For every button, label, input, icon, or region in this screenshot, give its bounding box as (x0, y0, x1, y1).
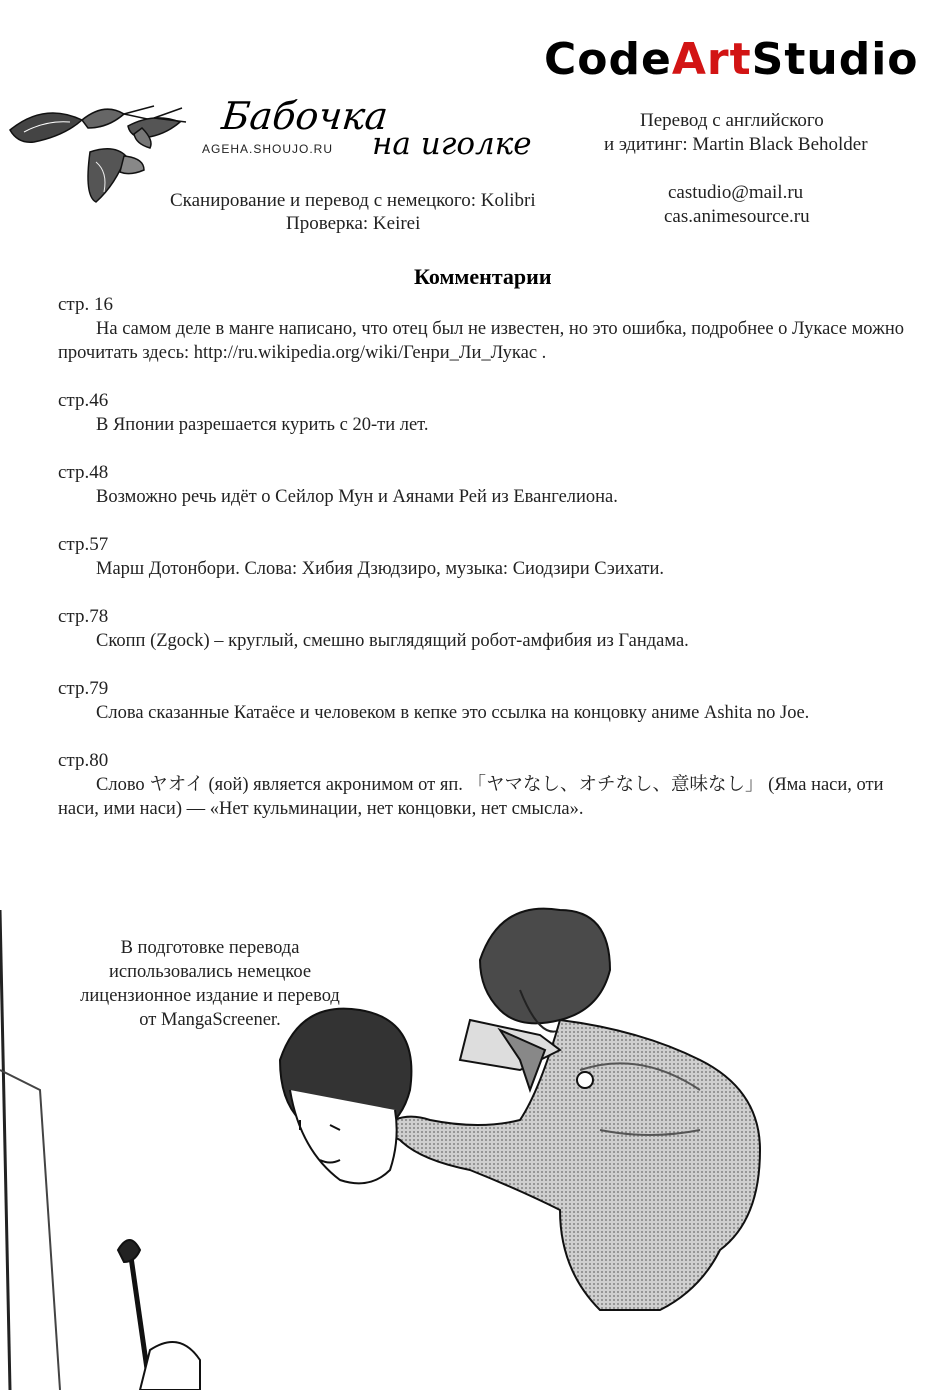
comment-page-label: стр.48 (58, 462, 109, 483)
comment-text: Марш Дотонбори. Слова: Хибия Дзюдзиро, музыка: Сиодзири Сэихати. (96, 559, 665, 579)
scan-credit-line2: Проверка: Keirei (286, 213, 421, 234)
comment-text: В Японии разрешается курить с 20-ти лет. (96, 415, 429, 435)
comment-text: Слова сказанные Катаёсе и человеком в кепке это ссылка на концовку аниме Ashita no Joe. (96, 703, 810, 723)
comment-page-label: стр.79 (58, 678, 109, 699)
studio-website: cas.animesource.ru (664, 206, 810, 227)
comment-page-label: стр.46 (58, 390, 109, 411)
scan-credit-line1: Сканирование и перевод с немецкого: Kolibri (170, 190, 536, 211)
comment-text: Возможно речь идёт о Сейлор Мун и Аянами Рей из Евангелиона. (96, 487, 618, 507)
comments-heading: Комментарии (414, 264, 552, 289)
comment-page-label: стр.80 (58, 750, 109, 771)
comment-text: Слово ヤオイ (яой) является акронимом от яп. 「ヤマなし、オチなし、意味なし」 (Яма наси, оти наси, ими наси) — «Нет кульминации, нет концовки, нет смысла». (58, 775, 884, 819)
manga-illustration (0, 890, 946, 1390)
translation-credit-line1: Перевод с английского (640, 110, 824, 131)
comment-page-label: стр.57 (58, 534, 109, 555)
manga-title-line2: на иголке (372, 126, 532, 162)
studio-logo: CodeArtStudio (544, 34, 919, 85)
comment-page-label: стр. 16 (58, 294, 113, 315)
comment-page-label: стр.78 (58, 606, 109, 627)
title-website: AGEHA.SHOUJO.RU (202, 142, 334, 156)
comment-text: На самом деле в манге написано, что отец был не известен, но это ошибка, подробнее о Лукасе можно прочитать здесь: http://ru.wikipedia.org/wiki/Генри_Ли_Лукас . (58, 319, 905, 363)
translation-credit-line2: и эдитинг: Martin Black Beholder (604, 134, 868, 155)
preparation-note: В подготовке перевода использовались немецкое лицензионное издание и перевод от MangaScreener. (80, 938, 340, 1030)
comment-text: Скопп (Zgock) – круглый, смешно выглядящий робот-амфибия из Гандама. (96, 631, 689, 651)
studio-email: castudio@mail.ru (668, 182, 804, 203)
manga-title-line1: Бабочка (219, 94, 390, 138)
